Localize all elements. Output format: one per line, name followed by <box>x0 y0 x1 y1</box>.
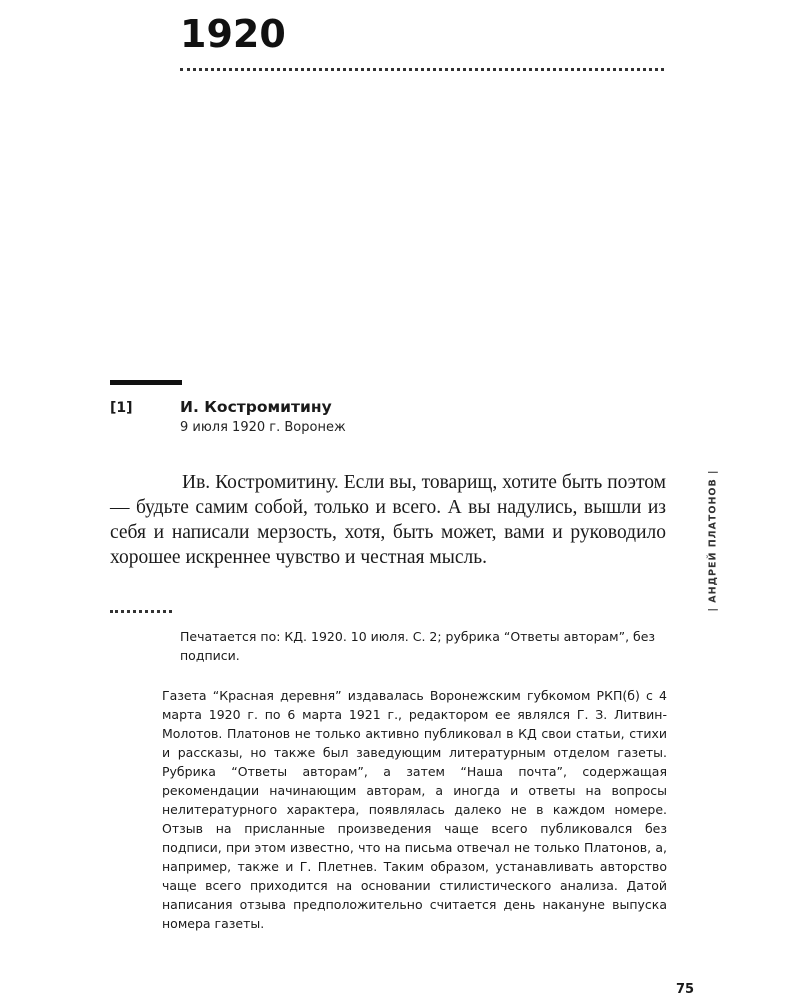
letter-addressee: И. Костромитину <box>180 398 332 416</box>
source-note: Печатается по: КД. 1920. 10 июля. С. 2; рубрика “Ответы авторам”, без подписи. <box>180 629 656 663</box>
page-number: 75 <box>676 982 695 997</box>
section-bar <box>110 380 182 385</box>
chapter-year: 1920 <box>180 12 286 56</box>
dotted-divider-short <box>110 610 172 613</box>
running-head <box>704 460 722 620</box>
letter-date-place: 9 июля 1920 г. Воронеж <box>180 420 346 435</box>
commentary-note: Газета “Красная деревня” издавалась Воронежским губкомом РКП(б) с 4 марта 1920 г. по 6 марта 1921 г., редактором ее являлся Г. З. Литвин-Молотов. Платонов не только активно публиковал в КД свои статьи, стихи и рассказы, но также был заведующим литературным отделом газеты. Рубрика “Ответы авторам”, а затем “Наша почта”, содержащая рекомендации начинающим авторам, а иногда и ответы на вопросы нелитературного характера, появлялась далеко не в каждом номере. Отзыв на присланные произведения чаще всего публиковался без подписи, при этом известно, что на письма отвечал не только Платонов, а, например, также и Г. Плетнев. Таким образом, устанавливать авторство чаще всего приходится на основании стилистического анализа. Датой написания отзыва предположительно считается день накануне выпуска номера газеты. <box>162 688 667 931</box>
letter-number: [1] <box>110 400 133 416</box>
letter-body: Ив. Костромитину. Если вы, товарищ, хотите быть поэтом — будьте самим собой, только и всего. А вы надулись, вышли из себя и написали мерзость, хотя, быть может, вами и руководило хорошее искреннее чувство и честная мысль. <box>110 472 666 568</box>
dotted-divider-top <box>180 68 664 71</box>
running-head-text: | АНДРЕЙ ПЛАТОНОВ | <box>707 468 719 612</box>
